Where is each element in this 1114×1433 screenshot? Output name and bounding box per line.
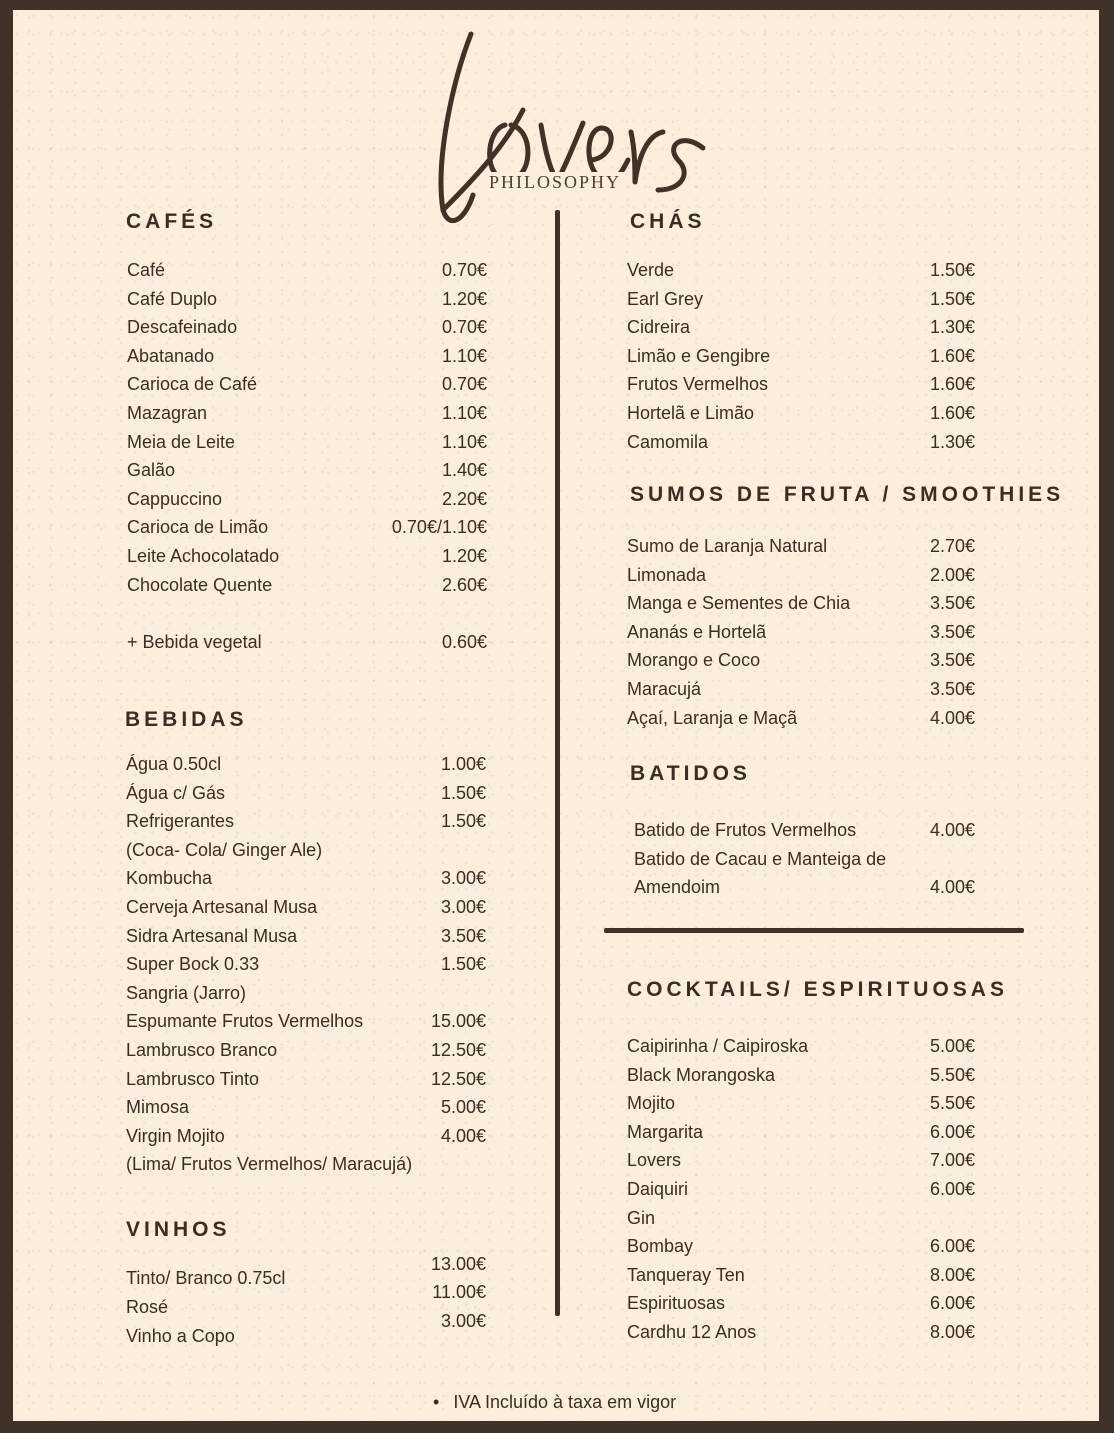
menu-item-name: Lambrusco Tinto — [126, 1068, 260, 1089]
menu-item — [126, 1065, 486, 1094]
menu-item — [627, 1289, 975, 1318]
menu-item — [627, 1261, 975, 1290]
menu-item — [127, 285, 487, 314]
menu-item — [126, 807, 486, 836]
menu-item-price: 15.00€ — [430, 1011, 486, 1032]
menu-item-name: Abatanado — [127, 345, 215, 366]
menu-item-name: (Coca- Cola/ Ginger Ale) — [126, 839, 323, 860]
chas-list — [627, 256, 975, 456]
menu-item — [126, 779, 486, 808]
menu-item-name: Sangria (Jarro) — [126, 982, 247, 1003]
section-title-cocktails: COCKTAILS/ ESPIRITUOSAS — [627, 978, 1008, 1001]
brand-tagline: PHILOSOPHY — [485, 172, 625, 193]
menu-item-price: 1.50€ — [440, 954, 486, 975]
menu-item-price: 6.00€ — [929, 1236, 975, 1257]
menu-item — [627, 399, 975, 428]
menu-item-name: Espumante Frutos Vermelhos — [126, 1011, 364, 1032]
menu-page — [13, 10, 1099, 1421]
menu-item-price: 4.00€ — [929, 820, 975, 840]
lovers-script-logo — [413, 20, 713, 240]
section-title-chas: CHÁS — [630, 210, 706, 233]
menu-item-price: 1.50€ — [440, 782, 486, 803]
menu-item — [126, 1093, 486, 1122]
menu-item-name: (Lima/ Frutos Vermelhos/ Maracujá) — [126, 1154, 413, 1175]
menu-item-price: 11.00€ — [432, 1282, 486, 1302]
menu-item — [126, 1007, 486, 1036]
menu-item — [627, 675, 975, 704]
section-title-sumos: SUMOS DE FRUTA / SMOOTHIES — [630, 483, 1065, 506]
menu-item — [126, 1150, 486, 1179]
menu-item — [627, 256, 975, 285]
menu-item-name: Café Duplo — [127, 288, 218, 309]
batidos-list — [634, 816, 975, 902]
menu-item — [627, 1175, 975, 1204]
menu-item — [127, 485, 487, 514]
menu-item-price: 5.00€ — [929, 1036, 975, 1056]
section-divider — [604, 928, 1024, 933]
menu-item-name: Gin — [627, 1207, 656, 1228]
menu-item-price: 6.00€ — [929, 1178, 975, 1199]
menu-item-name: Bombay — [627, 1236, 694, 1257]
menu-item-name: Camomila — [627, 431, 709, 452]
menu-item-price: 13.00€ — [430, 1254, 486, 1274]
menu-item-name: Morango e Coco — [627, 650, 761, 671]
menu-item — [127, 370, 487, 399]
menu-item-price: 4.00€ — [440, 1125, 486, 1146]
menu-item-name: Cardhu 12 Anos — [627, 1321, 757, 1342]
menu-item-price: 1.50€ — [929, 288, 975, 309]
menu-item-name: Limonada — [627, 564, 707, 585]
menu-item — [627, 1204, 975, 1233]
menu-item-price: 1.50€ — [929, 260, 975, 280]
menu-item — [127, 399, 487, 428]
menu-item-price: 8.00€ — [929, 1321, 975, 1342]
sumos-list — [627, 532, 975, 732]
menu-item-name: Cidreira — [627, 317, 691, 338]
menu-item-price: 0.70€ — [441, 260, 487, 280]
section-title-batidos: BATIDOS — [630, 762, 751, 785]
menu-item — [127, 256, 487, 285]
menu-item — [627, 561, 975, 590]
menu-item-name: + Bebida vegetal — [127, 631, 262, 652]
menu-item — [627, 1118, 975, 1147]
menu-item-name: Mojito — [627, 1093, 676, 1114]
menu-item-price: 1.30€ — [929, 317, 975, 338]
section-title-vinhos: VINHOS — [126, 1218, 231, 1241]
menu-item-price: 6.00€ — [929, 1293, 975, 1314]
menu-item — [627, 1089, 975, 1118]
menu-item-name: Virgin Mojito — [126, 1125, 225, 1146]
menu-item-name: Carioca de Café — [127, 374, 258, 395]
menu-item-price: 5.50€ — [929, 1064, 975, 1085]
menu-item-name: Batido de Frutos Vermelhos — [634, 820, 857, 840]
menu-item-name: Frutos Vermelhos — [627, 374, 769, 395]
menu-item-name: Mazagran — [127, 402, 208, 423]
menu-item-name: Refrigerantes — [126, 811, 235, 832]
menu-item-price: 0.60€ — [441, 631, 487, 652]
menu-item — [126, 864, 486, 893]
menu-item — [627, 285, 975, 314]
menu-item-price: 12.50€ — [430, 1039, 486, 1060]
menu-item-price: 3.50€ — [440, 925, 486, 946]
menu-item-price: 3.00€ — [440, 896, 486, 917]
menu-item-price: 6.00€ — [929, 1121, 975, 1142]
menu-item-price: 5.50€ — [929, 1093, 975, 1114]
menu-item — [627, 1032, 975, 1061]
menu-item — [127, 342, 487, 371]
menu-item — [127, 513, 487, 542]
menu-item — [627, 342, 975, 371]
menu-item-name: Hortelã e Limão — [627, 402, 755, 423]
menu-item-price: 1.60€ — [929, 374, 975, 395]
menu-item-price: 2.20€ — [441, 488, 487, 509]
menu-item — [126, 750, 486, 779]
menu-item-name: Chocolate Quente — [127, 574, 273, 595]
menu-item-price: 3.50€ — [929, 650, 975, 671]
list-spacer — [127, 599, 487, 628]
menu-item-price: 8.00€ — [929, 1264, 975, 1285]
menu-item-price: 2.00€ — [929, 564, 975, 585]
menu-item — [627, 428, 975, 457]
menu-item — [634, 845, 975, 874]
menu-item-price: 0.70€/1.10€ — [391, 517, 487, 538]
menu-item — [627, 1146, 975, 1175]
menu-item-name: Açaí, Laranja e Maçã — [627, 707, 798, 728]
menu-item-name: Amendoim — [634, 877, 721, 898]
menu-item-name: Água 0.50cl — [126, 754, 222, 774]
menu-item-price: 3.50€ — [929, 593, 975, 614]
menu-item-price: 4.00€ — [929, 707, 975, 728]
tax-note: • IVA Incluído à taxa em vigor — [433, 1392, 676, 1413]
menu-item — [627, 370, 975, 399]
menu-item-price: 1.60€ — [929, 345, 975, 366]
menu-item-price: 1.40€ — [441, 460, 487, 481]
menu-item-name: Lovers — [627, 1150, 682, 1171]
menu-item-name: Limão e Gengibre — [627, 345, 771, 366]
menu-item-addon — [127, 628, 487, 657]
menu-item — [627, 1318, 975, 1347]
menu-item-name: Margarita — [627, 1121, 704, 1142]
menu-item — [126, 950, 486, 979]
menu-item — [627, 589, 975, 618]
menu-item-name: Sidra Artesanal Musa — [126, 925, 298, 946]
section-title-cafes: CAFÉS — [126, 210, 218, 233]
menu-item-price: 0.70€ — [441, 317, 487, 338]
menu-item-name: Manga e Sementes de Chia — [627, 593, 851, 614]
menu-item-price: 3.50€ — [929, 621, 975, 642]
menu-item-name: Black Morangoska — [627, 1064, 776, 1085]
menu-item-name: Tanqueray Ten — [627, 1264, 745, 1285]
menu-item-name: Daiquiri — [627, 1178, 689, 1199]
menu-item-name: Cerveja Artesanal Musa — [126, 896, 318, 917]
menu-item-price: 4.00€ — [929, 877, 975, 898]
menu-item — [627, 1061, 975, 1090]
menu-item-name: Vinho a Copo — [126, 1326, 235, 1346]
menu-item — [627, 532, 975, 561]
menu-item — [126, 836, 486, 865]
menu-item — [126, 922, 486, 951]
menu-item-price: 3.00€ — [440, 868, 486, 889]
menu-item-name: Earl Grey — [627, 288, 704, 309]
menu-item-name: Leite Achocolatado — [127, 545, 280, 566]
menu-item-price: 1.60€ — [929, 402, 975, 423]
bebidas-list — [126, 750, 486, 1179]
menu-item-name: Verde — [627, 260, 675, 280]
menu-item — [627, 646, 975, 675]
menu-item-price: 2.70€ — [929, 536, 975, 556]
brand-logo — [413, 20, 713, 240]
menu-item-price: 1.50€ — [440, 811, 486, 832]
menu-item-price: 0.70€ — [441, 374, 487, 395]
menu-item — [627, 704, 975, 733]
menu-item-name: Maracujá — [627, 678, 702, 699]
menu-item-price: 1.10€ — [441, 431, 487, 452]
column-divider — [555, 210, 560, 1316]
menu-item — [127, 428, 487, 457]
menu-item-price: 1.20€ — [441, 545, 487, 566]
menu-item-price: 1.30€ — [929, 431, 975, 452]
menu-item-name: Cappuccino — [127, 488, 223, 509]
menu-item-name: Sumo de Laranja Natural — [627, 536, 828, 556]
menu-item-name: Batido de Cacau e Manteiga de — [634, 848, 887, 869]
menu-item — [627, 1232, 975, 1261]
menu-item — [126, 893, 486, 922]
menu-item-name: Lambrusco Branco — [126, 1039, 278, 1060]
menu-item-price: 1.00€ — [440, 754, 486, 774]
menu-item-price: 2.60€ — [441, 574, 487, 595]
menu-item — [126, 979, 486, 1008]
menu-item-name: Ananás e Hortelã — [627, 621, 767, 642]
menu-item-name: Café — [127, 260, 166, 280]
section-title-bebidas: BEBIDAS — [125, 708, 248, 731]
menu-item — [126, 1036, 486, 1065]
menu-item-name: Galão — [127, 460, 176, 481]
menu-item — [127, 542, 487, 571]
menu-item-price: 5.00€ — [440, 1097, 486, 1118]
menu-item-price: 7.00€ — [929, 1150, 975, 1171]
menu-item-price: 12.50€ — [430, 1068, 486, 1089]
menu-item-price: 3.50€ — [929, 678, 975, 699]
menu-item-price: 1.20€ — [441, 288, 487, 309]
vinhos-list — [126, 1256, 486, 1356]
cocktails-list — [627, 1032, 975, 1347]
menu-item-name: Caipirinha / Caipiroska — [627, 1036, 809, 1056]
menu-item — [634, 816, 975, 845]
menu-item — [126, 1122, 486, 1151]
menu-item-name: Carioca de Limão — [127, 517, 269, 538]
menu-item-price: 3.00€ — [440, 1311, 486, 1331]
menu-item-price: 1.10€ — [441, 402, 487, 423]
menu-item — [627, 618, 975, 647]
cafes-list — [127, 256, 487, 656]
menu-item-name: Kombucha — [126, 868, 213, 889]
menu-item — [127, 456, 487, 485]
menu-item-name: Meia de Leite — [127, 431, 236, 452]
menu-item-name: Descafeinado — [127, 317, 238, 338]
menu-item-name: Rosé — [126, 1297, 169, 1317]
menu-item — [127, 571, 487, 600]
menu-item — [634, 873, 975, 902]
menu-item-name: Água c/ Gás — [126, 782, 226, 803]
menu-item-name: Mimosa — [126, 1097, 190, 1118]
menu-item-name: Super Bock 0.33 — [126, 954, 260, 975]
menu-item — [627, 313, 975, 342]
menu-item — [127, 313, 487, 342]
menu-item-name: Tinto/ Branco 0.75cl — [126, 1268, 286, 1288]
menu-item-name: Espirituosas — [627, 1293, 726, 1314]
menu-item-price: 1.10€ — [441, 345, 487, 366]
